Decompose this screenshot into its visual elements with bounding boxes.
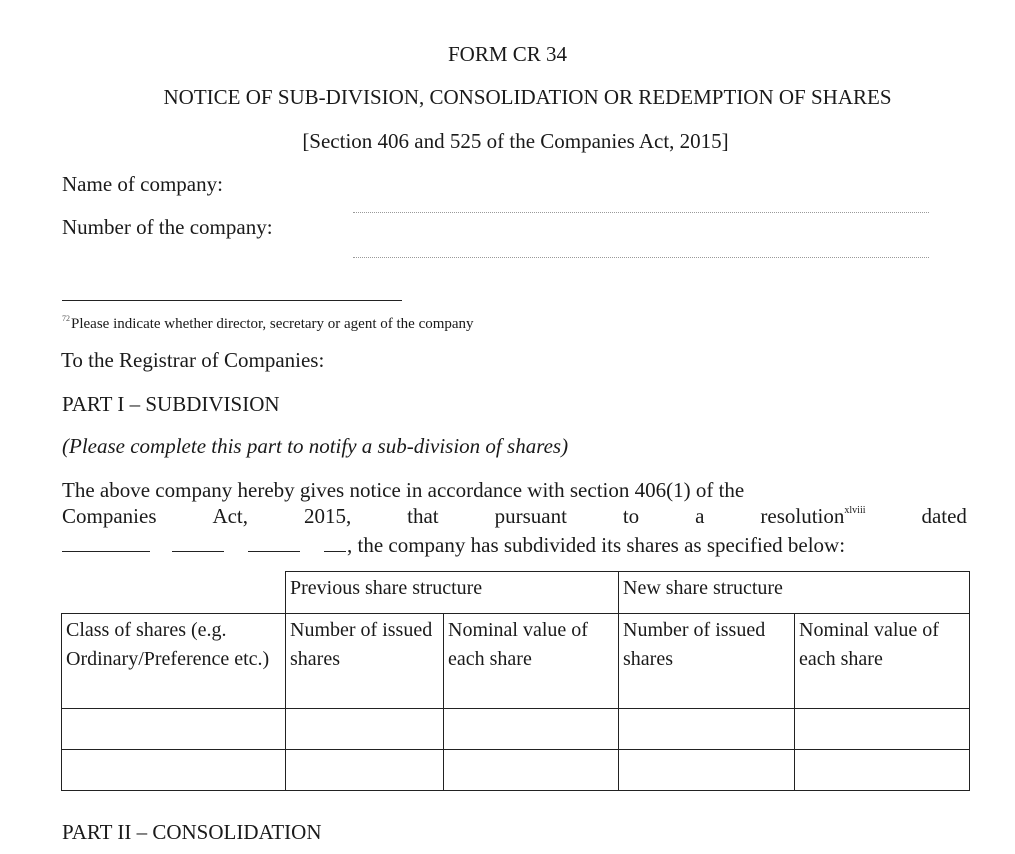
subdivision-share-table [61, 571, 970, 791]
empty-corner-cell [62, 572, 286, 614]
table-column-header-row [62, 614, 970, 709]
cell-prev-nominal[interactable] [444, 709, 619, 750]
table-row [62, 709, 970, 750]
column-header-prev-nominal: Nominal value of each share [444, 614, 619, 709]
notice-paragraph-line3 [62, 533, 845, 558]
cell-new-nominal[interactable] [795, 709, 970, 750]
cell-new-number[interactable] [619, 750, 795, 791]
word: Act, [212, 504, 249, 528]
group-header-previous: Previous share structure [286, 572, 619, 614]
word: resolution [760, 504, 845, 528]
company-name-field[interactable] [353, 212, 929, 213]
notice-paragraph-line1: The above company hereby gives notice in accordance with section 406(1) of the [62, 478, 745, 502]
section-reference: [Section 406 and 525 of the Companies Act, 2015] [302, 129, 729, 153]
group-header-new: New share structure [619, 572, 970, 614]
word-resolution [760, 504, 865, 529]
column-header-prev-number: Number of issued shares [286, 614, 444, 709]
part2-heading: PART II – CONSOLIDATION [62, 820, 322, 844]
cell-class[interactable] [62, 750, 286, 791]
notice-paragraph-line2 [62, 504, 967, 529]
company-name-label: Name of company: [62, 172, 223, 196]
addressee: To the Registrar of Companies: [61, 348, 325, 372]
cell-new-number[interactable] [619, 709, 795, 750]
cell-prev-nominal[interactable] [444, 750, 619, 791]
part1-heading: PART I – SUBDIVISION [62, 392, 280, 416]
word: a [695, 504, 705, 528]
table-row [62, 750, 970, 791]
paragraph-tail: , the company has subdivided its shares as specified below: [347, 533, 846, 557]
cell-new-nominal[interactable] [795, 750, 970, 791]
company-number-field[interactable] [353, 257, 929, 258]
word: pursuant [494, 504, 567, 528]
endnote-marker: xlviii [844, 505, 866, 516]
notice-title: NOTICE OF SUB-DIVISION, CONSOLIDATION OR REDEMPTION OF SHARES [163, 85, 892, 109]
form-title: FORM CR 34 [447, 42, 568, 66]
resolution-date-year-blank[interactable] [248, 533, 300, 552]
word: Companies [62, 504, 157, 528]
column-header-new-nominal: Nominal value of each share [795, 614, 970, 709]
cell-prev-number[interactable] [286, 709, 444, 750]
footnote [62, 314, 474, 333]
footnote-separator [62, 300, 402, 301]
word: dated [921, 504, 967, 528]
resolution-date-day-blank[interactable] [62, 533, 150, 552]
resolution-date-month-blank[interactable] [172, 533, 224, 552]
part1-instruction: (Please complete this part to notify a sub-division of shares) [62, 434, 569, 458]
table-group-header-row [62, 572, 970, 614]
column-header-class: Class of shares (e.g. Ordinary/Preference etc.) [62, 614, 286, 709]
cell-prev-number[interactable] [286, 750, 444, 791]
resolution-date-extra-blank[interactable] [324, 533, 346, 552]
column-header-new-number: Number of issued shares [619, 614, 795, 709]
company-number-label: Number of the company: [62, 215, 273, 239]
footnote-text: Please indicate whether director, secretary or agent of the company [71, 316, 474, 332]
word: that [407, 504, 439, 528]
word: 2015, [303, 504, 352, 528]
footnote-marker: 72 [62, 314, 70, 323]
word: to [622, 504, 640, 528]
cell-class[interactable] [62, 709, 286, 750]
